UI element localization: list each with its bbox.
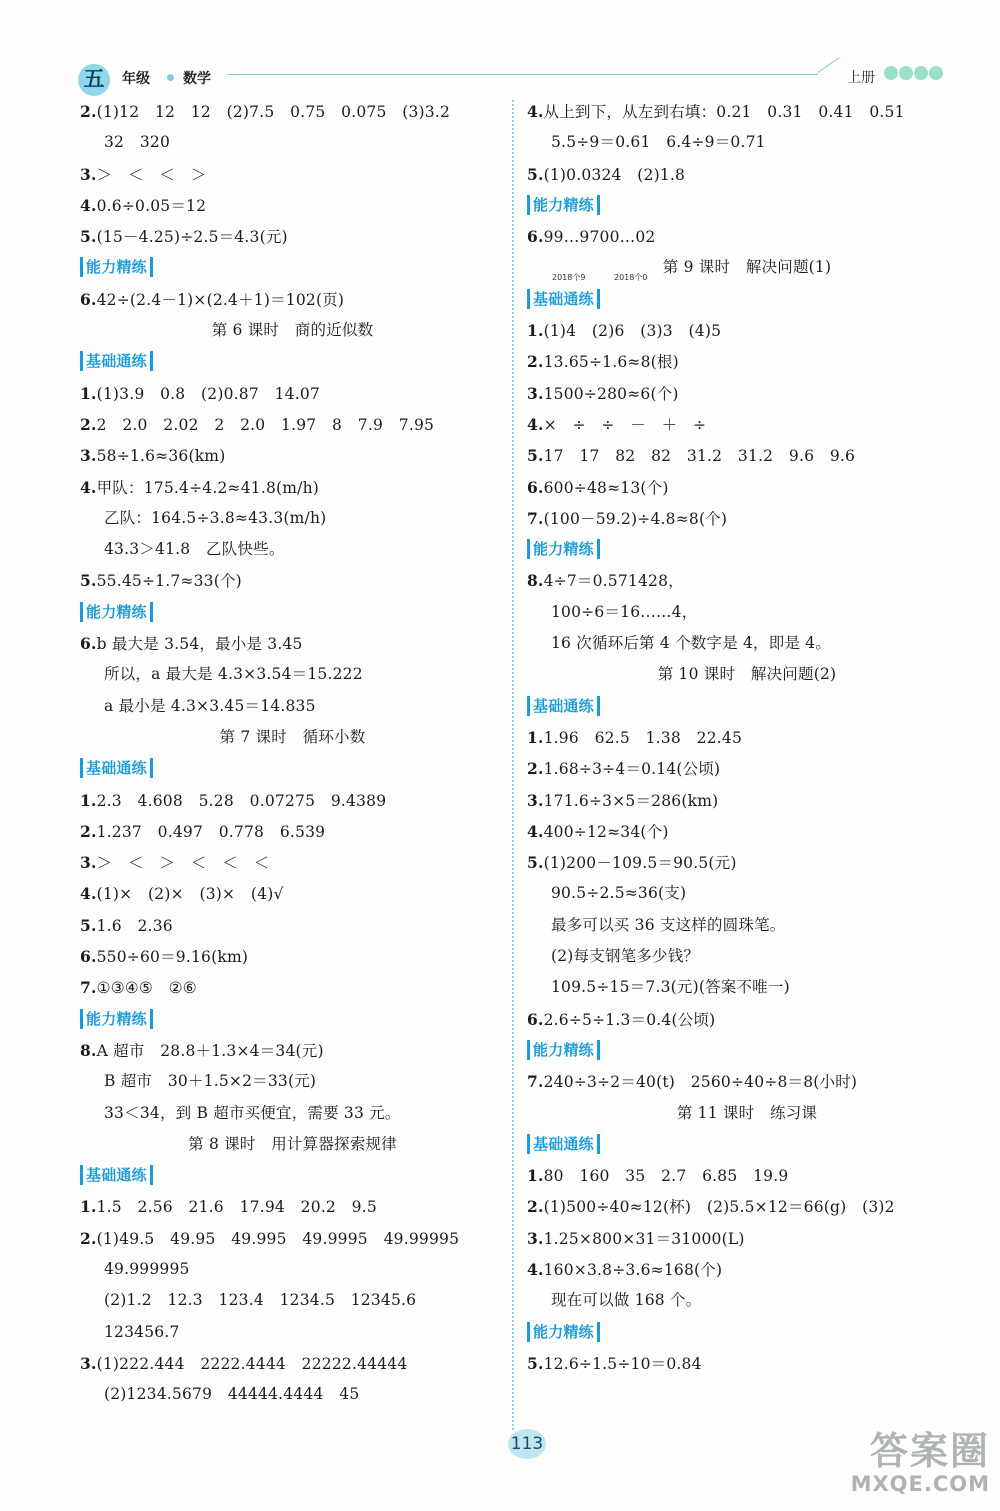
answer-line: 3.171.6÷3×5＝286(km) [527, 790, 719, 810]
answer-line: 2.(1)12 12 12 (2)7.5 0.75 0.075 (3)3.2 [80, 102, 451, 121]
answer-line: 32 320 [104, 133, 171, 152]
answer-line: 5.(1)0.0324 (2)1.8 [527, 164, 686, 184]
grade-badge: 五 [78, 64, 110, 96]
answer-line: 最多可以买 36 支这样的圆珠笔。 [551, 915, 786, 934]
answer-line: 所以，a 最大是 4.3×3.54＝15.222 [104, 665, 363, 684]
answer-line: 33＜34，到 B 超市买便宜，需要 33 元。 [104, 1103, 401, 1122]
answer-line: 1.80 160 35 2.7 6.85 19.9 [527, 1166, 789, 1186]
section-tag-basic: 基础通练 [527, 1129, 967, 1160]
answer-line: 现在可以做 168 个。 [551, 1291, 702, 1310]
section-tag-ability: 能力精练 [527, 534, 967, 565]
answer-line: 2.1.237 0.497 0.778 6.539 [80, 821, 326, 841]
watermark-logo [830, 1420, 990, 1504]
answer-line: 2.2 2.0 2.02 2 2.0 1.97 8 7.9 7.95 [80, 414, 435, 434]
answer-line: a 最小是 4.3×3.45＝14.835 [104, 696, 316, 715]
answer-line: 49.999995 [104, 1259, 190, 1278]
answer-line: 5.1.6 2.36 [80, 915, 173, 935]
answer-line: 90.5÷2.5≈36(支) [551, 884, 687, 903]
section-tag-basic: 基础通练 [80, 346, 505, 377]
header-slash [818, 57, 840, 73]
answer-line: (2)1.2 12.3 123.4 1234.5 12345.6 [104, 1291, 417, 1310]
lesson-title: 第 10 课时 解决问题(2) [657, 665, 837, 684]
answer-line: 3.＞ ＜ ＜ ＞ [80, 164, 207, 184]
answer-line: 3.＞ ＜ ＞ ＜ ＜ ＜ [80, 853, 270, 873]
answer-line: 5.(1)200－109.5＝90.5(元) [527, 853, 737, 873]
answer-line: 7.①③④⑤ ②⑥ [80, 978, 197, 998]
answer-line: 4.从上到下，从左到右填：0.21 0.31 0.41 0.51 [527, 102, 905, 121]
answer-line: 3.1.25×800×31＝31000(L) [527, 1228, 745, 1248]
answer-line: 100÷6＝16……4， [551, 602, 698, 621]
answer-line: 7.(100－59.2)÷4.8≈8(个) [527, 508, 728, 528]
section-tag-basic: 基础通练 [80, 1160, 505, 1191]
answer-line: 4.0.6÷0.05＝12 [80, 195, 207, 215]
page-number: 113 [508, 1429, 546, 1459]
answer-line: 2.13.65÷1.6≈8(根) [527, 352, 679, 372]
header-rule [228, 74, 818, 75]
volume-label: 上册 [847, 70, 875, 86]
answer-line: 1.1.96 62.5 1.38 22.45 [527, 727, 743, 747]
right-column [527, 96, 967, 1379]
lesson-title: 第 8 课时 用计算器探索规律 [188, 1134, 397, 1153]
answer-line: 5.17 17 82 82 31.2 31.2 9.6 9.6 [527, 446, 856, 466]
brace-note-nines: 2018个9 [552, 273, 586, 282]
answer-line: 6.42÷(2.4－1)×(2.4＋1)＝102(页) [80, 289, 345, 309]
section-tag-ability: 能力精练 [527, 1035, 967, 1066]
section-tag-ability: 能力精练 [80, 1004, 505, 1035]
left-column [80, 96, 505, 1410]
answer-line: B 超市 30＋1.5×2＝33(元) [104, 1072, 317, 1091]
subject-label: 数学 [183, 71, 211, 87]
answer-line: 43.3＞41.8 乙队快些。 [104, 540, 285, 559]
answer-line: 2.(1)49.5 49.95 49.995 49.9995 49.99995 [80, 1228, 460, 1248]
section-tag-ability: 能力精练 [80, 252, 505, 283]
answer-line: 3.(1)222.444 2222.4444 22222.44444 [80, 1353, 408, 1373]
answer-line: 4.160×3.8÷3.6≈168(个) [527, 1259, 723, 1279]
answer-line: 109.5÷15＝7.3(元)(答案不唯一) [551, 978, 790, 997]
answer-line: 1.2.3 4.608 5.28 0.07275 9.4389 [80, 790, 387, 810]
answer-line: 3.58÷1.6≈36(km) [80, 446, 226, 466]
answer-line: 7.240÷3÷2＝40(t) 2560÷40÷8＝8(小时) [527, 1072, 858, 1092]
answer-line: 6.600÷48≈13(个) [527, 477, 669, 497]
answer-line: 4.(1)× (2)× (3)× (4)√ [80, 884, 284, 904]
answer-line: 6.550÷60＝9.16(km) [80, 947, 249, 967]
answer-line: 5.(15－4.25)÷2.5＝4.3(元) [80, 227, 288, 247]
section-tag-ability: 能力精练 [527, 190, 967, 221]
answer-line: 16 次循环后第 4 个数字是 4，即是 4。 [551, 634, 832, 653]
brace-annotation [552, 268, 662, 284]
answer-line: (2)每支钢笔多少钱？ [551, 947, 700, 966]
answer-line: 5.12.6÷1.5÷10＝0.84 [527, 1353, 702, 1373]
answer-line: 5.55.45÷1.7≈33(个) [80, 571, 242, 591]
answer-line: 2.(1)500÷40≈12(杯) (2)5.5×12＝66(g) (3)2 [527, 1197, 895, 1217]
answer-line: 8.4÷7＝0.571428， [527, 571, 684, 591]
answer-line: 3.1500÷280≈6(个) [527, 383, 679, 403]
brace-note-zeros: 2018个0 [614, 273, 648, 282]
answer-line: 6.2.6÷5÷1.3＝0.4(公顷) [527, 1009, 716, 1029]
lesson-title: 第 9 课时 解决问题(1) [662, 258, 832, 277]
answer-line: 1.1.5 2.56 21.6 17.94 20.2 9.5 [80, 1197, 377, 1217]
lesson-title: 第 11 课时 练习课 [676, 1103, 818, 1122]
answer-line: 4.甲队：175.4÷4.2≈41.8(m/h) [80, 477, 320, 497]
answer-line: 123456.7 [104, 1322, 180, 1341]
answer-line: (2)1234.5679 44444.4444 45 [104, 1385, 360, 1404]
answer-line: 乙队：164.5÷3.8≈43.3(m/h) [104, 508, 327, 527]
grade-label: 年级 [122, 71, 150, 87]
answer-line: 2.1.68÷3÷4＝0.14(公顷) [527, 759, 721, 779]
answer-line: 6.b 最大是 3.54，最小是 3.45 [80, 634, 303, 654]
answer-line: 4.× ÷ ÷ － ＋ ÷ [527, 414, 707, 434]
section-tag-ability: 能力精练 [527, 1317, 967, 1348]
column-divider [512, 100, 514, 1430]
decorative-dots-icon [884, 66, 943, 80]
section-tag-ability: 能力精练 [80, 597, 505, 628]
answer-line: 6.99…9700…02 [527, 227, 656, 247]
header-dot-icon [167, 74, 174, 81]
lesson-title: 第 6 课时 商的近似数 [211, 321, 374, 340]
section-tag-basic: 基础通练 [80, 753, 505, 784]
answer-line: 1.(1)3.9 0.8 (2)0.87 14.07 [80, 383, 320, 403]
section-tag-basic: 基础通练 [527, 284, 967, 315]
lesson-title: 第 7 课时 循环小数 [219, 727, 366, 746]
watermark-text: 答案圈 [869, 1429, 990, 1473]
answer-line: 5.5÷9＝0.61 6.4÷9＝0.71 [551, 133, 766, 152]
page-header [0, 0, 1000, 100]
watermark-url: MXQE.COM [850, 1472, 990, 1496]
section-tag-basic: 基础通练 [527, 691, 967, 722]
answer-line: 4.400÷12≈34(个) [527, 821, 669, 841]
answer-line: 8.A 超市 28.8＋1.3×4＝34(元) [80, 1040, 324, 1060]
answer-line: 1.(1)4 (2)6 (3)3 (4)5 [527, 321, 722, 341]
